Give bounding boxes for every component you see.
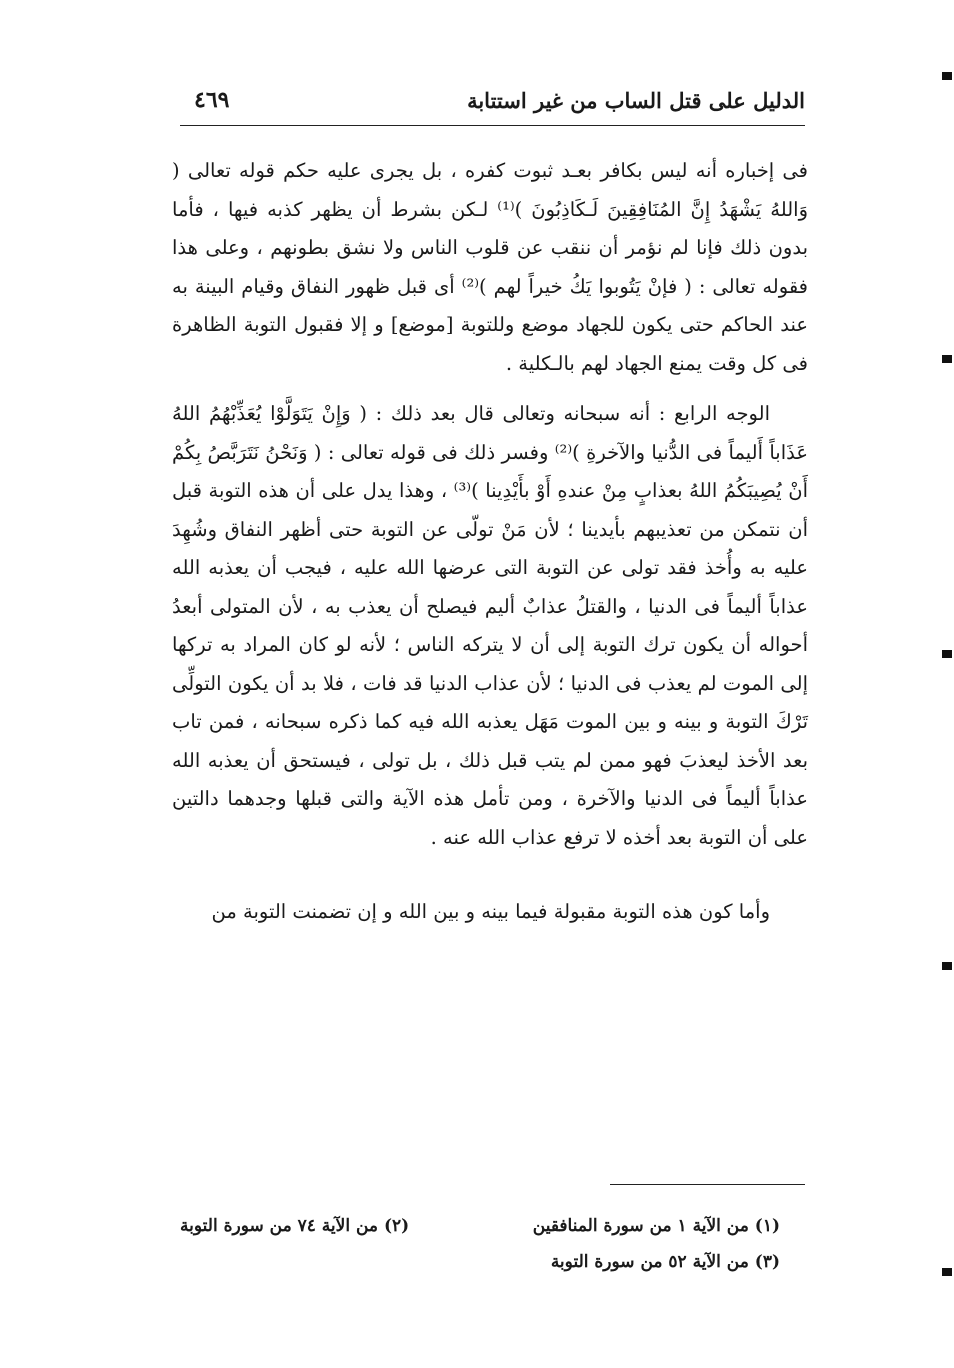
edge-mark <box>942 962 952 970</box>
edge-mark <box>942 650 952 658</box>
footnote-rule <box>610 1184 805 1185</box>
header-rule <box>180 125 805 126</box>
paragraph-1: فى إخباره أنه ليس بكافر بعـد ثبوت كفره ، بل يجرى عليه حكم قوله تعالى ( وَاللهُ يَشْهَدُ إِنَّ المُنَافِقِينَ لَـكَاذِبُونَ )⁽¹⁾ لـكن بشرط أن يظهر كذبه فيها ، فأما بدون ذلك فإنا لم نؤمر أن ننقب عن قلوب الناس ولا نشق بطونهم ، وعلى هذا فقوله تعالى : ( فإنْ يَتُوبوا يَكُ خيراً لهم )⁽²⁾ أى قبل ظهور النفاق وقيام البينة به عند الحاكم حتى يكون للجهاد موضع وللتوبة [موضع] و إلا فقبول التوبة الظاهرة فى كل وقت يمنع الجهاد لهم بالـكلية . <box>172 159 809 375</box>
paragraph-3: وأما كون هذه التوبة مقبولة فيما بينه و بين الله و إن تضمنت التوبة من <box>211 900 770 923</box>
page-number: ٤٦٩ <box>194 87 230 113</box>
paragraph-2: الوجه الرابع : أنه سبحانه وتعالى قال بعد ذلك : ( وَإِنْ يَتَوَلَّوْا يُعَذِّبْهُمُ اللهُ عَذَاباً أَليماً فى الدُّنيا والآخرةِ )⁽²⁾ وفسر ذلك فى قوله تعالى : ( وَنَحْنُ نَتَرَبَّصُ بِكُمْ أَنْ يُصِيبَكُمُ اللهُ بعذابٍ مِنْ عندهِ أَوْ بأَيْدِينا )⁽³⁾ ، وهذا يدل على أن هذه التوبة قبل أن نتمكن من تعذيبهم بأيدينا ؛ لأن مَنْ تولّى عن التوبة حتى أظهر النفاق وشُهِدَ عليه به وأُخذ فقد تولى عن التوبة التى عرضها الله عليه ، فيجب أن يعذبه الله عذاباً أليماً فى الدنيا ، والقتلُ عذابٌ أليم فيصلح أن يعذب به ، لأن المتولى أبعدُ أحواله أن يكون ترك التوبة إلى أن لا يتركه الناس ؛ لأنه لو كان المراد به تركها إلى الموت لم يعذب فى الدنيا ؛ لأن عذاب الدنيا قد فات ، فلا بد أن يكون التولِّى تَرْكَ التوبة و بينه و بين الموت مَهَل يعذبه الله فيه كما ذكره سبحانه ، فمن تاب بعد الأخذ ليعذبَ فهو ممن لم يتب قبل ذلك ، بل تولى ، فيستحق أن يعذبه الله عذاباً أليماً فى الدنيا والآخرة ، ومن تأمل هذه الآية والتى قبلها وجدهما دالتين على أن التوبة بعد أخذه لا ترفع عذاب الله عنه . <box>172 402 808 849</box>
footnote-2: (٢) من الآية ٧٤ من سورة التوبة <box>180 1216 410 1236</box>
page-header <box>180 78 805 122</box>
footnotes <box>180 1208 780 1280</box>
body-text <box>172 152 808 932</box>
running-title: الدليل على قتل الساب من غير استتابة <box>467 87 805 113</box>
edge-mark <box>942 1268 952 1276</box>
footnote-3: (٣) من الآية ٥٢ من سورة التوبة <box>550 1252 780 1272</box>
edge-mark <box>942 72 952 80</box>
edge-mark <box>942 355 952 363</box>
footnote-1: (١) من الآية ١ من سورة المنافقين <box>532 1216 780 1236</box>
